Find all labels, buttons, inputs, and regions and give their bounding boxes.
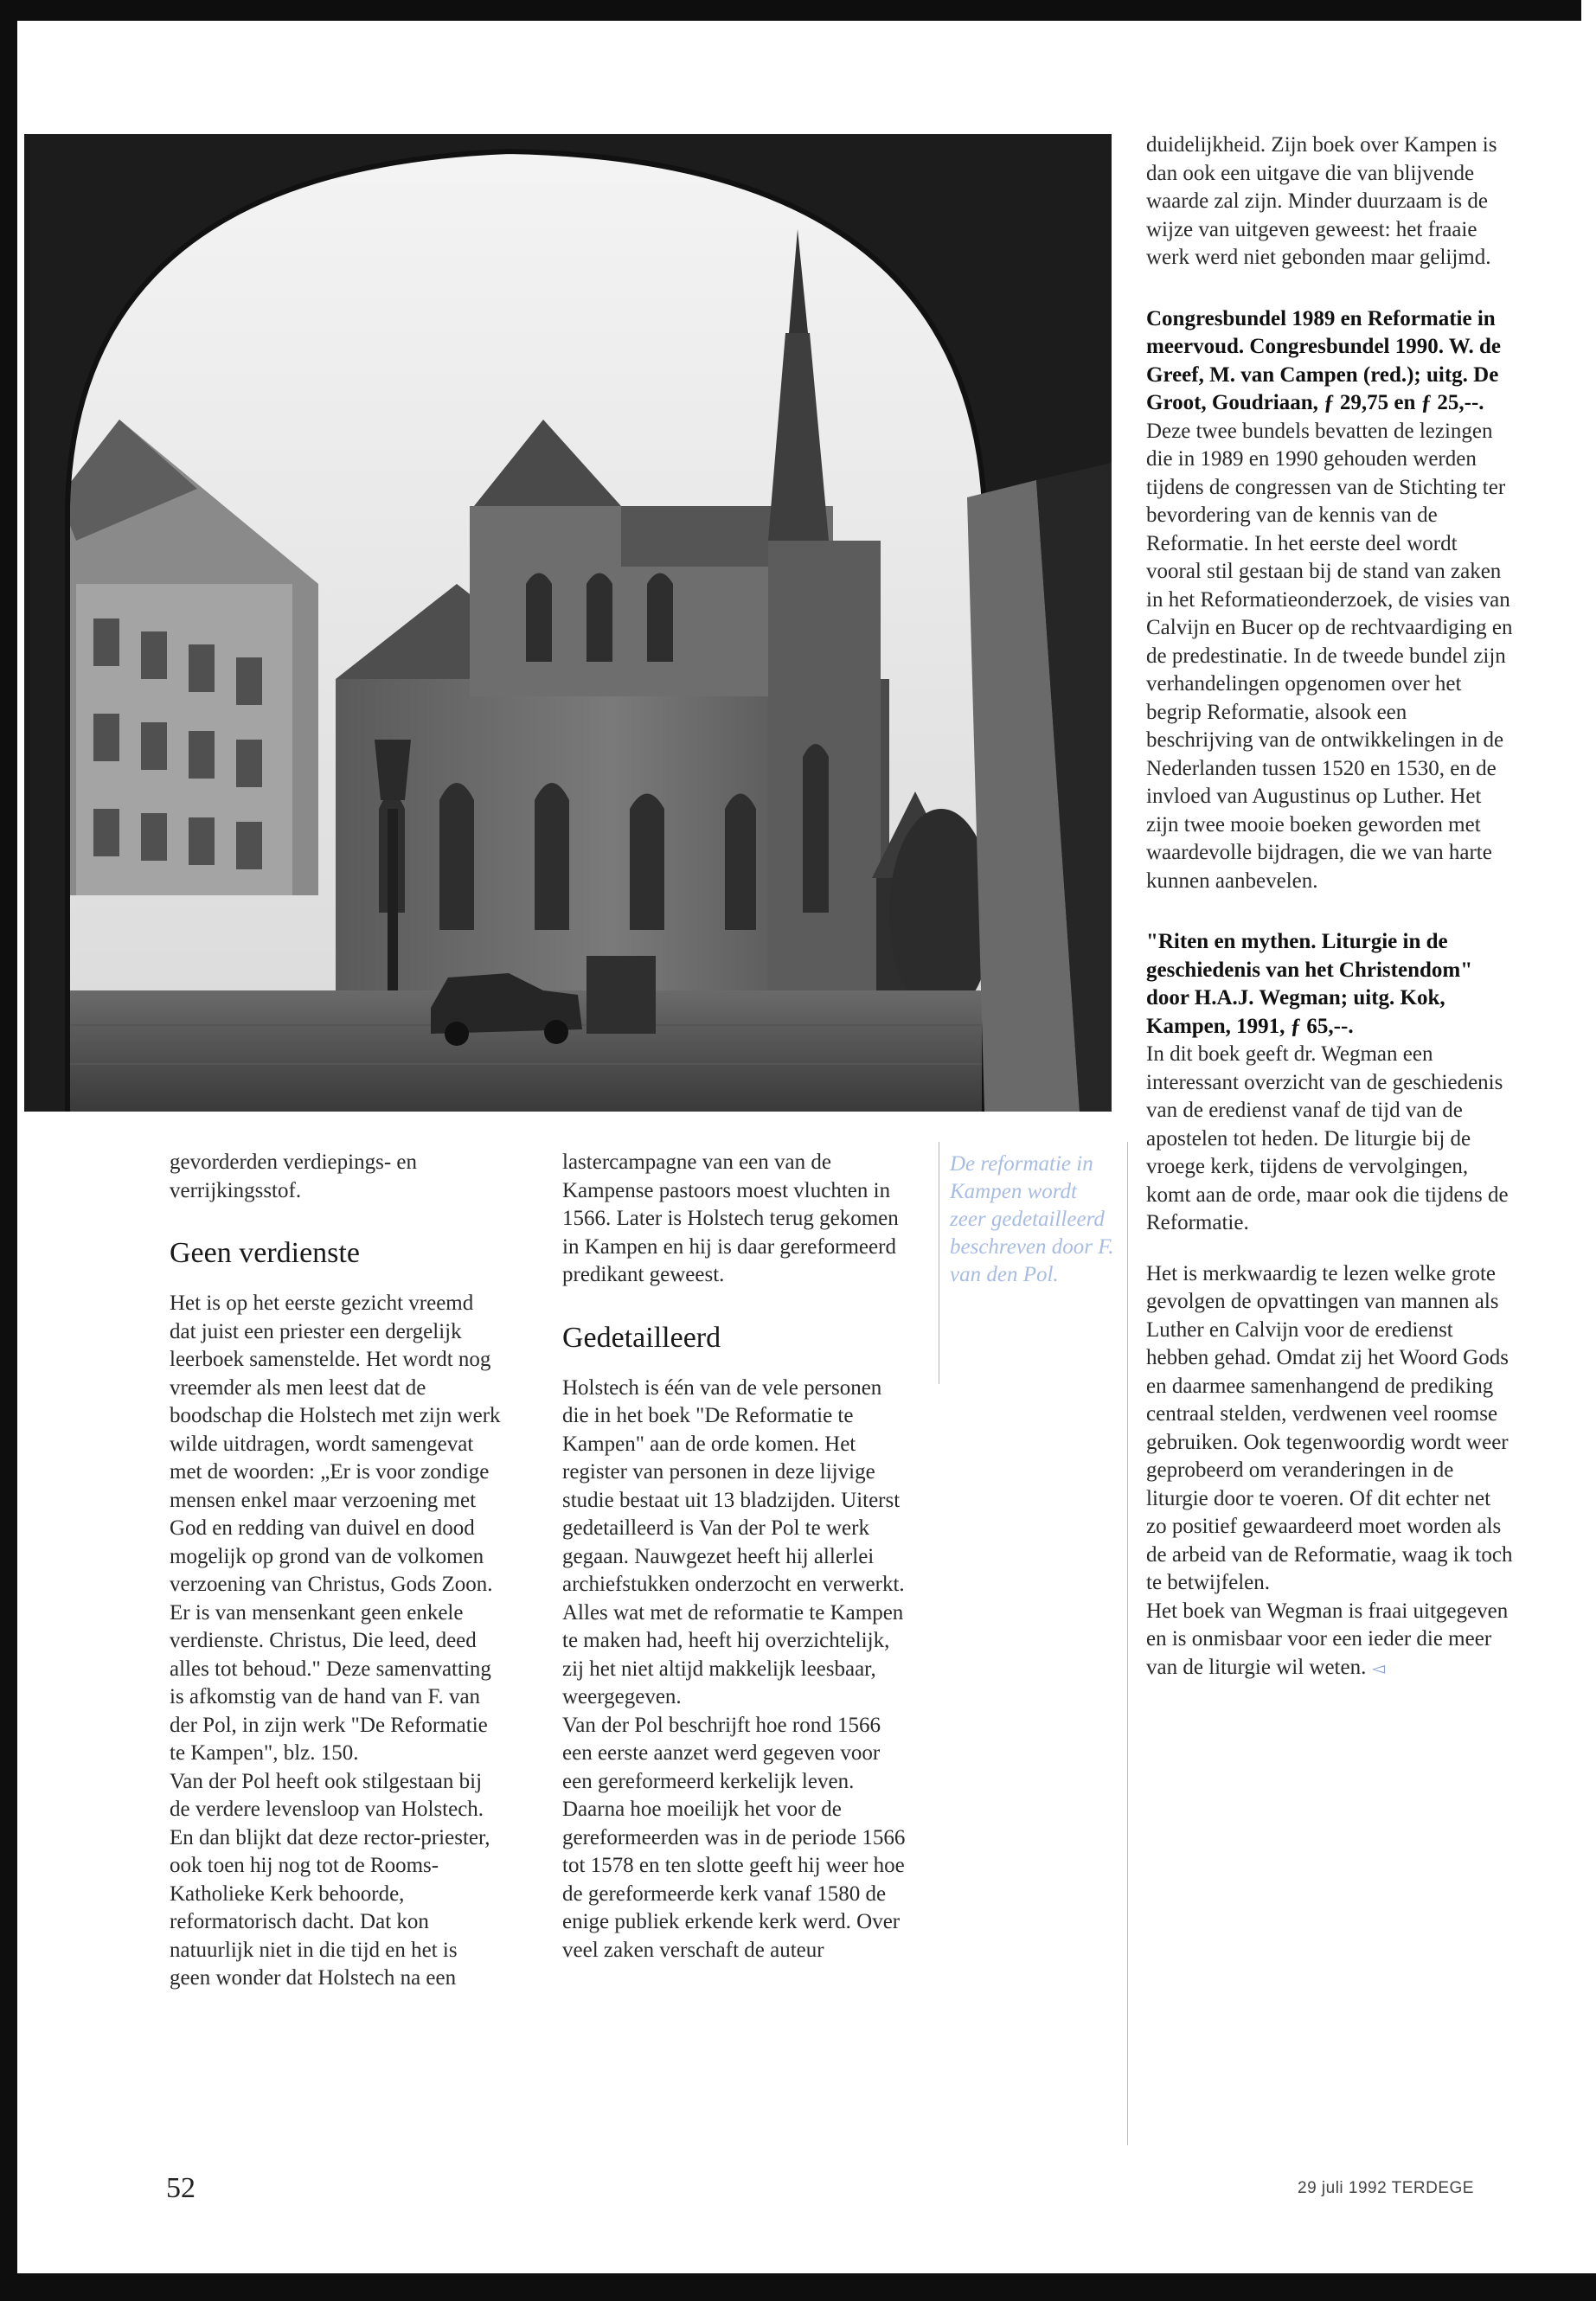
page-footer: 29 juli 1992 TERDEGE <box>1298 2179 1474 2197</box>
subheading-gedetailleerd: Gedetailleerd <box>562 1321 721 1354</box>
pullquote: De reformatie in Kampen wordt zeer gedetailleerd beschreven door F. van den Pol. <box>950 1152 1114 1286</box>
book-title-congresbundel: Congresbundel 1989 en Reformatie in meervoud. Congresbundel 1990. W. de Greef, M. van Campen (red.); uitg. De Groot, Goudriaan, ƒ 29,75 en ƒ 25,--. <box>1146 306 1502 414</box>
review-riten-en-mythen-text-3 <box>1146 1598 1514 1683</box>
column-1-intro: gevorderden verdiepings- en verrijkingsstof. <box>170 1150 417 1202</box>
page-border-left <box>0 0 17 2301</box>
review-riten-en-mythen-text: In dit boek geeft dr. Wegman een interessant overzicht van de geschiedenis van de eredienst vanaf de tijd van de apostelen tot heden. De liturgie bij de vroege kerk, tijdens de vervolgingen, komt aan de orde, maar ook die tijdens de Reformatie. <box>1146 1042 1509 1234</box>
book-title-riten-en-mythen: "Riten en mythen. Liturgie in de geschiedenis van het Christendom" door H.A.J. Wegman; uitg. Kok, Kampen, 1991, ƒ 65,--. <box>1146 930 1473 1038</box>
column-1-paragraph-2: Van der Pol heeft ook stilgestaan bij de verdere levensloop van Holstech. En dan blijkt dat deze rector-priester, ook toen hij nog tot de Rooms-Katholieke Kerk behoorde, reformatorisch dacht. Dat kon natuurlijk niet in die tijd en het is geen wonder dat Holstech na een <box>170 1769 490 1990</box>
column-2-paragraph-2: Holstech is één van de vele personen die in het boek "De Reformatie te Kampen" aan de orde komen. Het register van personen in deze lijvige studie bestaat uit 13 bladzijden. Uiterst gedetailleerd is Van der Pol te werk gegaan. Nauwgezet heeft hij allerlei archiefstukken onderzocht en verwerkt. Alles wat met de reformatie te Kampen te maken had, heeft hij overzichtelijk, zij het niet altijd makkelijk leesbaar, weergegeven. <box>562 1375 905 1708</box>
column-2-paragraph-1: lastercampagne van een van de Kampense pastoors moest vluchten in 1566. Later is Holstech terug gekomen in Kampen en hij is daar gereformeerd predikant geweest. <box>562 1150 899 1286</box>
review-riten-en-mythen-text-2: Het is merkwaardig te lezen welke grote gevolgen de opvattingen van mannen als Luther en Calvijn voor de eredienst hebben gehad. Omdat zij het Woord Gods en daarmee samenhangend de prediking centraal stelden, verdwenen veel roomse gebruiken. Ook tegenwoordig wordt weer geprobeerd om veranderingen in de liturgie door te voeren. Of dit echter net zo positief gewaardeerd moet worden als de arbeid van de Reformatie, waag ik toch te betwijfelen. <box>1146 1261 1513 1594</box>
column-1-paragraph-1: Het is op het eerste gezicht vreemd dat juist een priester een dergelijk leerboek samenstelde. Het wordt nog vreemder als men leest dat de boodschap die Holstech met zijn werk wilde uitdragen, wordt samengevat met de woorden: „Er is voor zondige mensen enkel maar verzoening met God en redding van duivel en dood mogelijk op grond van de volkomen verzoening van Christus, Gods Zoon. Er is van mensenkant geen enkele verdienste. Christus, Die leed, deed alles tot behoud." Deze samenvatting is afkomstig van de hand van F. van der Pol, in zijn werk "De Reformatie te Kampen", blz. 150. <box>170 1292 501 1765</box>
page-margin-right <box>1581 0 1596 2301</box>
church-archway-photo <box>24 134 1112 1112</box>
column-divider <box>1127 1142 1128 2145</box>
church-through-archway-photo-icon <box>24 134 1112 1112</box>
review-congresbundel-text: Deze twee bundels bevatten de lezingen die in 1989 en 1990 gehouden werden tijdens de congressen van de Stichting ter bevordering van de kennis van de Reformatie. In het eerste deel wordt vooral stil gestaan bij de stand van zaken in het Reformatieonderzoek, de visies van Calvijn en Bucer op de rechtvaardiging en de predestinatie. In de tweede bundel zijn verhandelingen opgenomen over het begrip Reformatie, alsook een beschrijving van de ontwikkelingen in de Nederlanden tussen 1520 en 1530, en de invloed van Augustinus op Luther. Het zijn twee mooie boeken geworden met waardevolle bijdragen, die we van harte kunnen aanbevelen. <box>1146 419 1513 893</box>
reviews-column-intro: duidelijkheid. Zijn boek over Kampen is dan ook een uitgave die van blijvende waarde zal zijn. Minder duurzaam is de wijze van uitgeven geweest: het fraaie werk werd niet gebonden maar gelijmd. <box>1146 133 1497 269</box>
column-2-paragraph-3: Van der Pol beschrijft hoe rond 1566 een eerste aanzet werd gegeven voor een gereformeerd kerkelijk leven. Daarna hoe moeilijk het voor de gereformeerden was in de periode 1566 tot 1578 en ten slotte geeft hij weer hoe de gereformeerde kerk vanaf 1580 de enige publiek erkende kerk werd. Over veel zaken verschaft de auteur <box>562 1713 906 1962</box>
article-column-2 <box>562 1149 908 1965</box>
end-of-article-mark: ◅ <box>1371 1658 1385 1678</box>
subheading-geen-verdienste: Geen verdienste <box>170 1237 360 1269</box>
page-border-top <box>0 0 1596 21</box>
page-number: 52 <box>166 2172 195 2204</box>
article-column-1 <box>170 1149 503 1993</box>
review-closing-sentence: Het boek van Wegman is fraai uitgegeven en is onmisbaar voor een ieder die meer van de liturgie wil weten. <box>1146 1599 1509 1679</box>
page-border-bottom <box>0 2273 1596 2301</box>
reviews-column <box>1146 131 1514 1682</box>
